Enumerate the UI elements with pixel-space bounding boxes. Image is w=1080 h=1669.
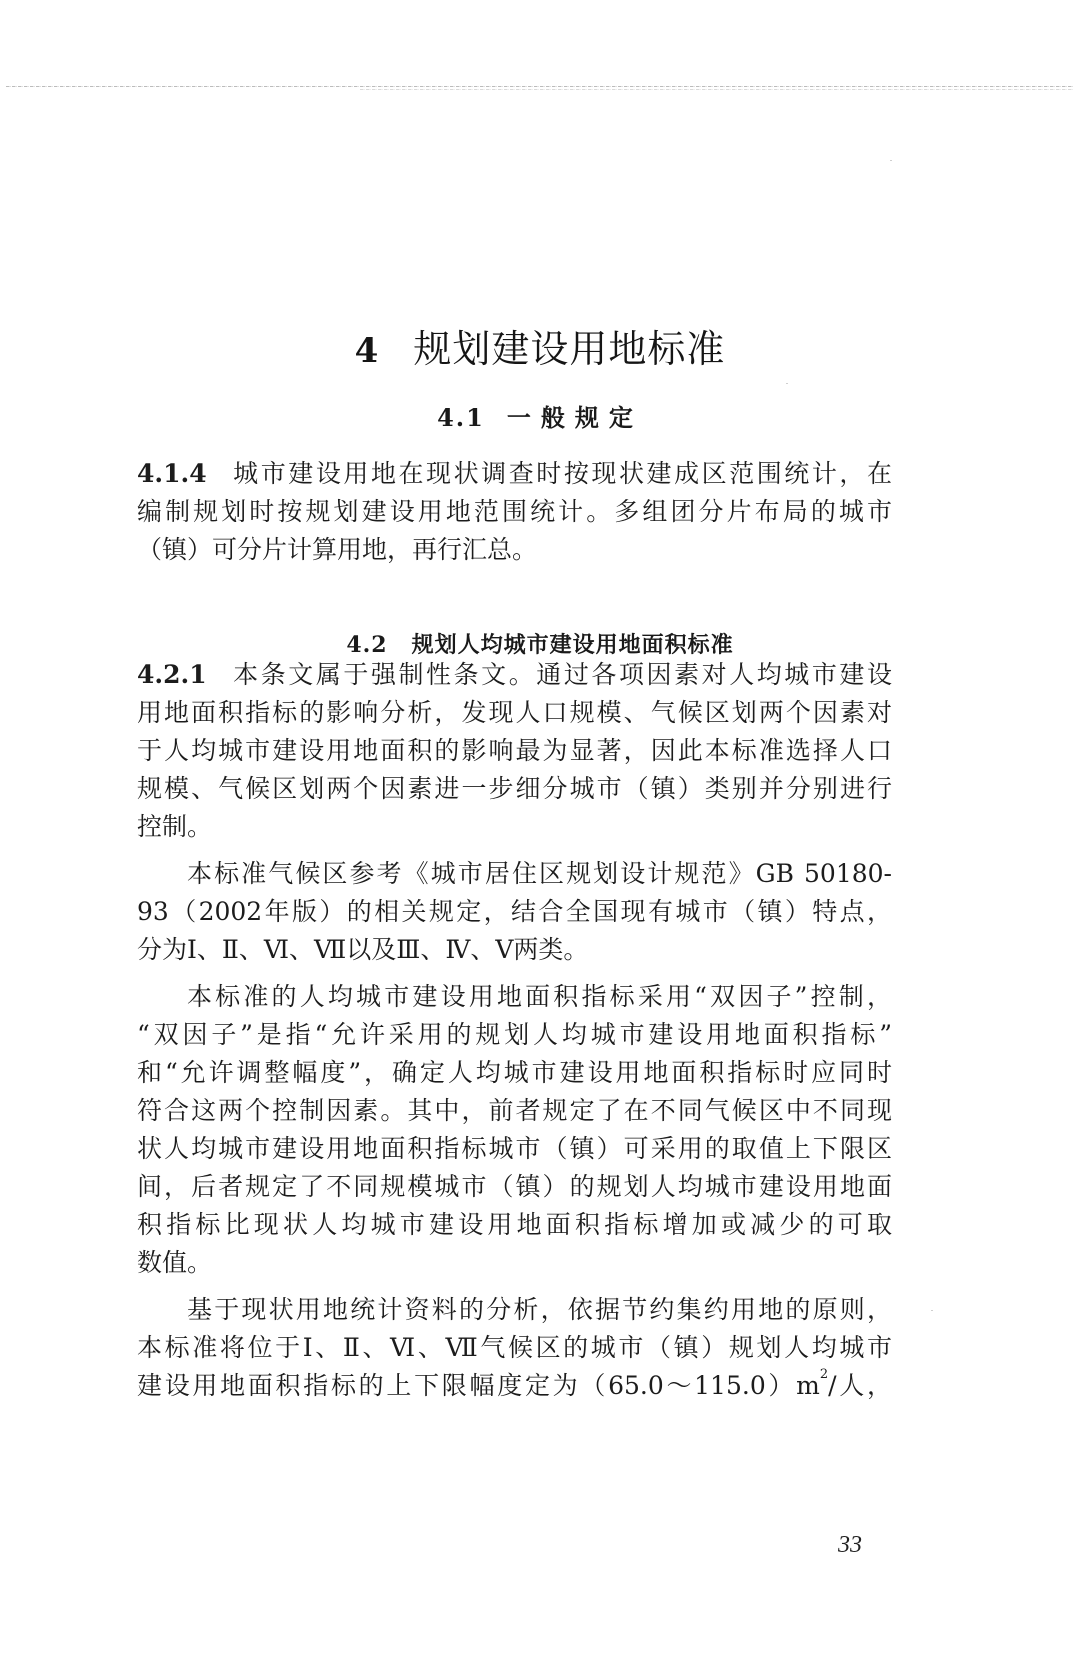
- section-number: 4.2: [346, 632, 388, 658]
- section-title: 一般规定: [506, 404, 643, 432]
- clause-text: 城市建设用地在现状调查时按现状建成区范围统计，在: [230, 459, 892, 488]
- paragraph-line: 积指标比现状人均城市建设用地面积指标增加或减少的可取: [137, 1210, 892, 1239]
- unit-superscript: 2: [819, 1367, 829, 1382]
- clause-number: 4.1.4: [137, 459, 207, 488]
- paragraph-line: 状人均城市建设用地面积指标城市（镇）可采用的取值上下限区: [137, 1134, 892, 1163]
- header-rule: [6, 86, 1074, 87]
- unit-tail: /人，: [828, 1371, 892, 1400]
- clause-text: 本条文属于强制性条文。通过各项因素对人均城市建设: [230, 660, 892, 689]
- paragraph-line: 本标准的人均城市建设用地面积指标采用“双因子”控制，: [187, 982, 892, 1011]
- section-number: 4.1: [437, 403, 485, 432]
- clause-4-2-1-line: 控制。: [137, 812, 213, 841]
- clause-4-1-4-line: （镇）可分片计算用地，再行汇总。: [137, 535, 538, 564]
- chapter-number: 4: [354, 331, 380, 371]
- chapter-title: 规划建设用地标准: [413, 327, 726, 371]
- paragraph-line: 和“允许调整幅度”，确定人均城市建设用地面积指标时应同时: [137, 1058, 892, 1087]
- chapter-heading: [0, 318, 1080, 373]
- paragraph-line: 93（2002年版）的相关规定，结合全国现有城市（镇）特点，: [137, 897, 892, 926]
- paragraph-line: 分为Ⅰ、Ⅱ、Ⅵ、Ⅶ以及Ⅲ、Ⅳ、Ⅴ两类。: [137, 935, 589, 964]
- paragraph-line: “双因子”是指“允许采用的规划人均城市建设用地面积指标”: [137, 1020, 892, 1049]
- clause-4-2-1-line: 用地面积指标的影响分析，发现人口规模、气候区划两个因素对: [137, 698, 892, 727]
- clause-4-1-4-line: 编制规划时按规划建设用地范围统计。多组团分片布局的城市: [137, 497, 892, 526]
- section-title: 规划人均城市建设用地面积标准: [411, 633, 734, 658]
- paragraph-line: 本标准气候区参考《城市居住区规划设计规范》GB 50180-: [187, 859, 892, 888]
- scan-speck: [890, 160, 892, 161]
- clause-4-1-4-line: [137, 455, 892, 493]
- paragraph-line: 本标准将位于Ⅰ、Ⅱ、Ⅵ、Ⅶ气候区的城市（镇）规划人均城市: [137, 1333, 892, 1362]
- clause-4-2-1-line: [137, 656, 892, 694]
- paragraph-line: 间，后者规定了不同规模城市（镇）的规划人均城市建设用地面: [137, 1172, 892, 1201]
- header-rule-secondary: [360, 89, 1074, 90]
- section-heading-4-2: [0, 628, 1080, 659]
- section-heading-4-1: [0, 398, 1080, 433]
- clause-4-2-1-line: 规模、气候区划两个因素进一步细分城市（镇）类别并分别进行: [137, 774, 892, 803]
- scan-speck: [931, 1310, 933, 1311]
- clause-number: 4.2.1: [137, 660, 207, 689]
- page-number: 33: [838, 1532, 862, 1558]
- paragraph-line: 数值。: [137, 1248, 213, 1277]
- paragraph-text: 建设用地面积指标的上下限幅度定为（65.0～115.0）m: [137, 1371, 820, 1400]
- paragraph-line: 符合这两个控制因素。其中，前者规定了在不同气候区中不同现: [137, 1096, 892, 1125]
- paragraph-line: 基于现状用地统计资料的分析，依据节约集约用地的原则，: [187, 1295, 892, 1324]
- scan-speck: [786, 383, 788, 384]
- paragraph-line: [137, 1367, 892, 1405]
- clause-4-2-1-line: 于人均城市建设用地面积的影响最为显著，因此本标准选择人口: [137, 736, 892, 765]
